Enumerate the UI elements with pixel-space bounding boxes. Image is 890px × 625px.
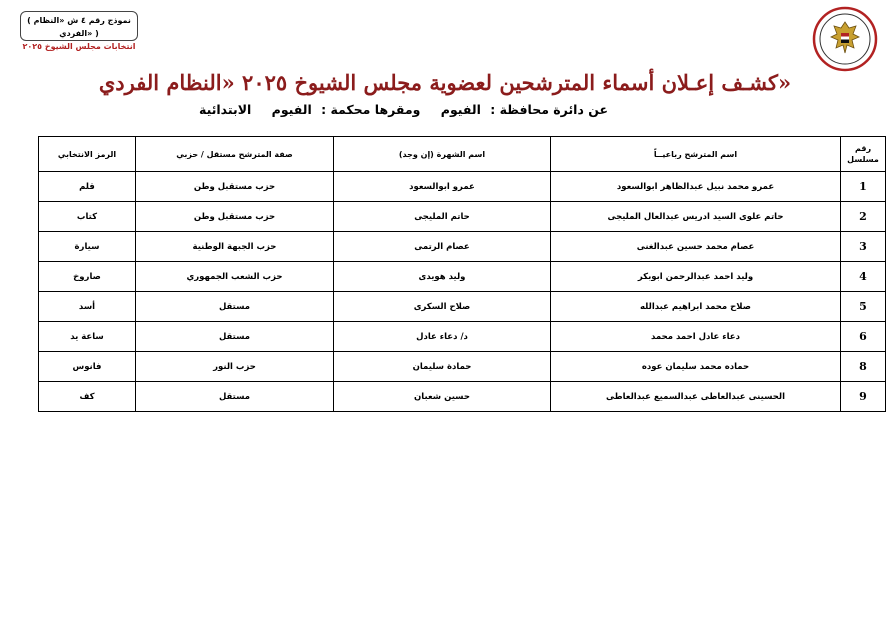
candidate-fame: حسين شعبان [334, 382, 551, 412]
table-row [39, 382, 886, 412]
district-value: الفيوم [440, 102, 481, 117]
candidate-name: حاتم علوى السيد ادريس عبدالعال المليجى [551, 202, 841, 232]
table-row [39, 232, 886, 262]
header-fame: اسم الشهرة (إن وجد) [334, 137, 551, 172]
table-row [39, 292, 886, 322]
eagle-emblem-icon [810, 6, 880, 72]
court-label: ومقرها محكمة : [321, 102, 421, 117]
candidate-fame: وليد هويدى [334, 262, 551, 292]
court-type: الابتدائية [199, 102, 252, 117]
candidate-fame: د/ دعاء عادل [334, 322, 551, 352]
table-row [39, 172, 886, 202]
row-number: 4 [841, 262, 886, 292]
candidate-name: الحسينى عبدالعاطى عبدالسميع عبدالعاطى [551, 382, 841, 412]
header-number: رقم مسلسل [841, 137, 886, 172]
candidate-symbol: صاروخ [39, 262, 136, 292]
candidate-fame: عصام الرتمى [334, 232, 551, 262]
candidate-status: حزب النور [136, 352, 334, 382]
table-row [39, 322, 886, 352]
candidate-status: مستقل [136, 292, 334, 322]
candidate-symbol: كف [39, 382, 136, 412]
candidate-symbol: سيارة [39, 232, 136, 262]
row-number: 8 [841, 352, 886, 382]
row-number: 9 [841, 382, 886, 412]
candidate-status: حزب مستقبل وطن [136, 202, 334, 232]
candidate-fame: صلاح السكرى [334, 292, 551, 322]
header-status: صفة المترشح مستقل / حزبي [136, 137, 334, 172]
candidate-symbol: أسد [39, 292, 136, 322]
district-label: عن دائرة محافظة : [490, 102, 608, 117]
candidate-status: حزب مستقبل وطن [136, 172, 334, 202]
candidate-name: عمرو محمد نبيل عبدالظاهر ابوالسعود [551, 172, 841, 202]
candidate-symbol: ساعة يد [39, 322, 136, 352]
candidate-status: مستقل [136, 382, 334, 412]
candidate-name: عصام محمد حسين عبدالغنى [551, 232, 841, 262]
row-number: 2 [841, 202, 886, 232]
table-row [39, 352, 886, 382]
candidate-symbol: كتاب [39, 202, 136, 232]
form-number-label: ( نموذج رقم ٤ ش «النظام الفردي» ) [27, 16, 131, 38]
header-name: اسم المترشح رباعيــاً [551, 137, 841, 172]
candidate-name: دعاء عادل احمد محمد [551, 322, 841, 352]
candidate-name: وليد احمد عبدالرحمن ابوبكر [551, 262, 841, 292]
row-number: 3 [841, 232, 886, 262]
candidate-status: مستقل [136, 322, 334, 352]
candidate-fame: عمرو ابوالسعود [334, 172, 551, 202]
header-symbol: الرمز الانتخابي [39, 137, 136, 172]
form-number-box [20, 11, 138, 51]
table-header-row [39, 137, 886, 172]
row-number: 6 [841, 322, 886, 352]
candidate-fame: حمادة سليمان [334, 352, 551, 382]
candidates-table [38, 136, 886, 412]
table-row [39, 262, 886, 292]
candidate-name: صلاح محمد ابراهيم عبدالله [551, 292, 841, 322]
candidate-status: حزب الشعب الجمهوري [136, 262, 334, 292]
candidate-status: حزب الجبهة الوطنية [136, 232, 334, 262]
court-value: الفيوم [271, 102, 312, 117]
candidate-symbol: فانوس [39, 352, 136, 382]
page-title: كشـف إعـلان أسماء المترشحين لعضوية مجلس الشيوخ ٢٠٢٥ «النظام الفردي» [98, 70, 792, 95]
district-info [194, 102, 608, 117]
table-row [39, 202, 886, 232]
candidate-fame: حاتم المليجى [334, 202, 551, 232]
candidate-name: حماده محمد سليمان عوده [551, 352, 841, 382]
election-name-label: انتخابات مجلس الشيوخ ٢٠٢٥ [22, 42, 136, 51]
row-number: 1 [841, 172, 886, 202]
row-number: 5 [841, 292, 886, 322]
candidate-symbol: قلم [39, 172, 136, 202]
